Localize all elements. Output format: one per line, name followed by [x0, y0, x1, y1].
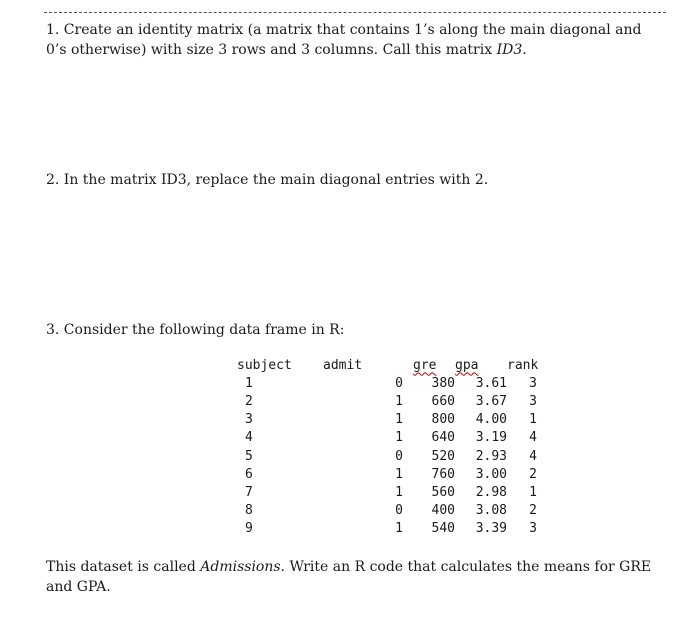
- question-3: 3. Consider the following data frame in R:: [46, 322, 345, 338]
- cell-rank: 3: [529, 521, 537, 537]
- cell-gre: 540: [431, 521, 455, 537]
- question-4-text-before: This dataset is called: [46, 559, 201, 575]
- question-4-text-after: Write an R code that calculates the means for GRE and GPA.: [46, 559, 652, 595]
- cell-gre: 800: [431, 412, 455, 428]
- cell-subject: 3: [245, 412, 253, 428]
- header-subject: subject: [237, 357, 292, 373]
- header-gre: gre: [413, 357, 437, 373]
- table-row: [237, 483, 561, 501]
- cell-gpa: 3.61: [475, 375, 507, 391]
- cell-gpa: 3.08: [475, 503, 507, 519]
- cell-gre: 380: [431, 375, 455, 391]
- cell-subject: 5: [245, 448, 253, 464]
- cell-gre: 760: [431, 466, 455, 482]
- admissions-table: [237, 356, 561, 538]
- cell-gre: 660: [431, 393, 455, 409]
- table-row: [237, 520, 561, 538]
- cell-rank: 4: [529, 430, 537, 446]
- cell-rank: 3: [529, 375, 537, 391]
- table-row: [237, 502, 561, 520]
- data-frame: [237, 356, 561, 538]
- cell-admit: 1: [395, 430, 403, 446]
- cell-rank: 2: [529, 503, 537, 519]
- cell-gpa: 2.98: [475, 484, 507, 500]
- cell-admit: 1: [395, 412, 403, 428]
- dataset-name: Admissions.: [200, 559, 286, 575]
- cell-admit: 1: [395, 521, 403, 537]
- table-row: [237, 374, 561, 392]
- matrix-name: ID3.: [496, 42, 527, 58]
- cell-subject: 1: [245, 375, 253, 391]
- table-header-row: [237, 356, 561, 374]
- cell-admit: 1: [395, 484, 403, 500]
- cell-gpa: 3.39: [475, 521, 507, 537]
- table-row: [237, 465, 561, 483]
- cell-gre: 640: [431, 430, 455, 446]
- table-row: [237, 411, 561, 429]
- question-1-text: 1. Create an identity matrix (a matrix that contains 1’s along the main diagonal and 0’s otherwise) with size 3 rows and 3 columns. Call this matrix: [46, 22, 642, 58]
- header-rank: rank: [507, 357, 539, 373]
- cell-gre: 560: [431, 484, 455, 500]
- cell-rank: 1: [529, 412, 537, 428]
- question-4: [46, 557, 656, 597]
- cell-gpa: 3.00: [475, 466, 507, 482]
- cell-subject: 8: [245, 503, 253, 519]
- cell-gpa: 3.19: [475, 430, 507, 446]
- cell-admit: 1: [395, 393, 403, 409]
- cell-gpa: 3.67: [475, 393, 507, 409]
- cell-gre: 400: [431, 503, 455, 519]
- cell-rank: 2: [529, 466, 537, 482]
- cell-rank: 1: [529, 484, 537, 500]
- cell-rank: 3: [529, 393, 537, 409]
- cell-subject: 2: [245, 393, 253, 409]
- dashed-separator: [44, 12, 666, 13]
- cell-gre: 520: [431, 448, 455, 464]
- cell-subject: 6: [245, 466, 253, 482]
- cell-rank: 4: [529, 448, 537, 464]
- cell-subject: 4: [245, 430, 253, 446]
- header-gpa: gpa: [455, 357, 479, 373]
- cell-admit: 0: [395, 375, 403, 391]
- cell-gpa: 4.00: [475, 412, 507, 428]
- table-body: [237, 374, 561, 538]
- table-row: [237, 392, 561, 410]
- question-1: [46, 20, 646, 60]
- cell-admit: 0: [395, 503, 403, 519]
- cell-admit: 0: [395, 448, 403, 464]
- cell-admit: 1: [395, 466, 403, 482]
- cell-subject: 9: [245, 521, 253, 537]
- table-row: [237, 447, 561, 465]
- cell-gpa: 2.93: [475, 448, 507, 464]
- cell-subject: 7: [245, 484, 253, 500]
- question-2: 2. In the matrix ID3, replace the main diagonal entries with 2.: [46, 172, 489, 188]
- table-row: [237, 429, 561, 447]
- header-admit: admit: [323, 357, 363, 373]
